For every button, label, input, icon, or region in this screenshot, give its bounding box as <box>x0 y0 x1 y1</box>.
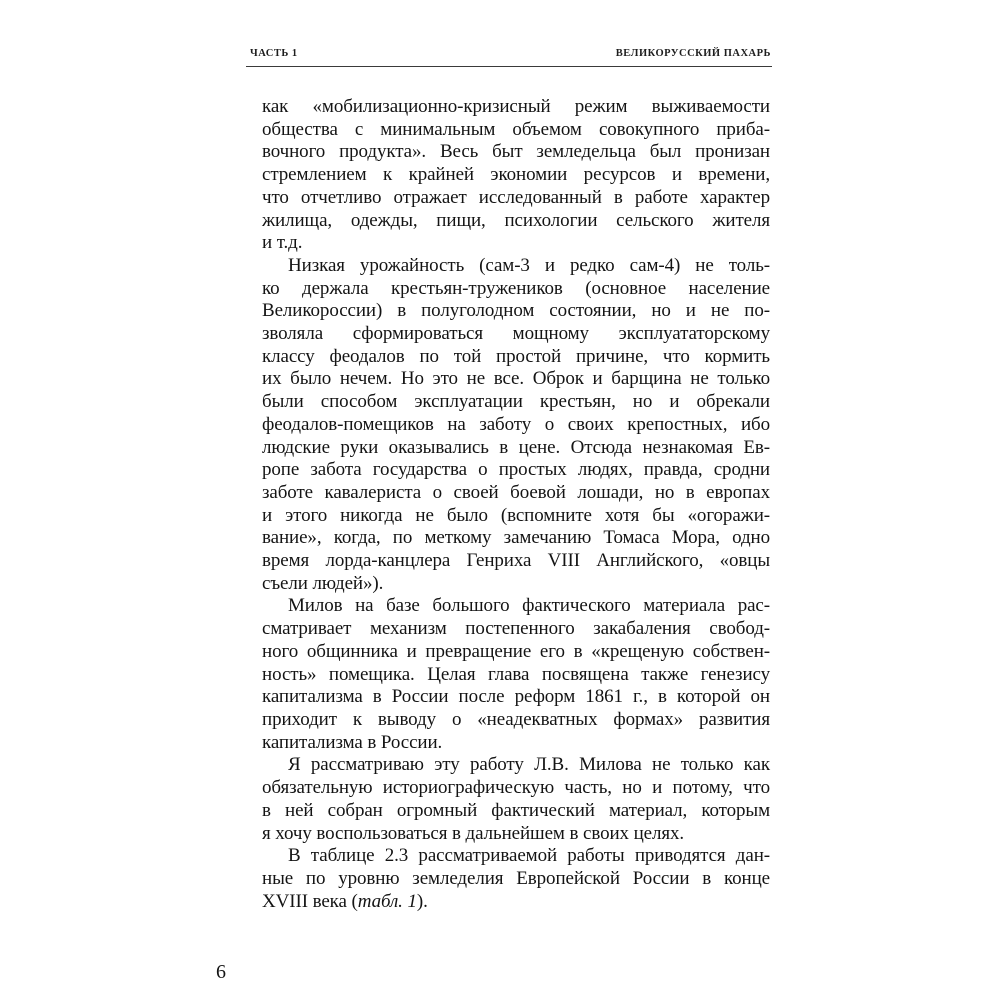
paragraph-3 <box>262 595 770 754</box>
text-segment: XVIII века ( <box>262 890 358 912</box>
text-line: сматривает механизм постепенного закабаления свобод- <box>262 618 770 640</box>
paragraph-2 <box>262 255 770 596</box>
text-line: ного общинника и превращение его в «крещеную собствен- <box>262 640 770 662</box>
paragraph-4 <box>262 754 770 845</box>
text-line: как «мобилизационно-кризисный режим выживаемости <box>262 96 770 117</box>
text-line: вание», когда, по меткому замечанию Томаса Мора, одно <box>262 527 770 549</box>
body-text <box>262 96 770 913</box>
text-line: время лорда-канцлера Генриха VIII Английского, «овцы <box>262 550 770 572</box>
text-line: съели людей»). <box>262 572 384 594</box>
text-line: Милов на базе большого фактического материала рас- <box>288 595 770 617</box>
text-line: капитализма в России после реформ 1861 г., в которой он <box>262 686 770 708</box>
header-rule <box>246 66 772 67</box>
page-number: 6 <box>216 961 226 983</box>
text-line: ность» помещика. Целая глава посвящена также генезису <box>262 663 770 685</box>
text-line: вочного продукта». Весь быт земледельца был пронизан <box>262 141 770 163</box>
text-line: ко держала крестьян-тружеников (основное население <box>262 277 770 299</box>
text-line: классу феодалов по той простой причине, что кормить <box>262 345 770 367</box>
text-line: обязательную историографическую часть, но и потому, что <box>262 777 770 799</box>
text-line: что отчетливо отражает исследованный в работе характер <box>262 186 770 208</box>
italic-text: табл. 1 <box>357 890 417 912</box>
text-line: зволяла сформироваться мощному эксплуататорскому <box>262 323 770 345</box>
text-line: феодалов-помещиков на заботу о своих крепостных, ибо <box>262 413 770 435</box>
text-line: людские руки оказывались в цене. Отсюда незнакомая Ев- <box>262 436 770 458</box>
paragraph-5 <box>262 845 770 913</box>
text-line: я хочу воспользоваться в дальнейшем в своих целях. <box>262 822 685 844</box>
text-line: и этого никогда не было (вспомните хотя бы «огоражи- <box>262 504 770 526</box>
text-line: ные по уровню земледелия Европейской России в конце <box>262 867 770 889</box>
text-line: ропе забота государства о простых людях, правда, сродни <box>262 459 770 481</box>
text-segment: ). <box>416 890 428 912</box>
text-line: капитализма в России. <box>262 731 443 753</box>
paragraph-1 <box>262 96 770 255</box>
text-line: жилища, одежды, пищи, психологии сельского жителя <box>262 209 770 231</box>
running-header-part: ЧАСТЬ 1 <box>250 48 298 59</box>
text-line: общества с минимальным объемом совокупного приба- <box>262 118 770 140</box>
text-line: Я рассматриваю эту работу Л.В. Милова не только как <box>288 754 770 776</box>
text-line: и т.д. <box>262 232 303 254</box>
text-line: в ней собран огромный фактический материал, которым <box>262 799 770 821</box>
text-line: В таблице 2.3 рассматриваемой работы приводятся дан- <box>288 845 770 867</box>
text-line: стремлением к крайней экономии ресурсов и времени, <box>262 164 770 186</box>
text-line: Великороссии) в полуголодном состоянии, но и не по- <box>262 300 770 322</box>
text-line: их было нечем. Но это не все. Оброк и барщина не только <box>262 368 770 390</box>
text-line: были способом эксплуатации крестьян, но и обрекали <box>262 391 770 413</box>
text-line: приходит к выводу о «неадекватных формах» развития <box>262 708 770 730</box>
text-line <box>262 891 770 914</box>
running-header-title: ВЕЛИКОРУССКИЙ ПАХАРЬ <box>615 48 771 59</box>
text-line: заботе кавалериста о своей боевой лошади, но в европах <box>262 481 770 503</box>
text-line: Низкая урожайность (сам-3 и редко сам-4) не толь- <box>288 254 770 276</box>
